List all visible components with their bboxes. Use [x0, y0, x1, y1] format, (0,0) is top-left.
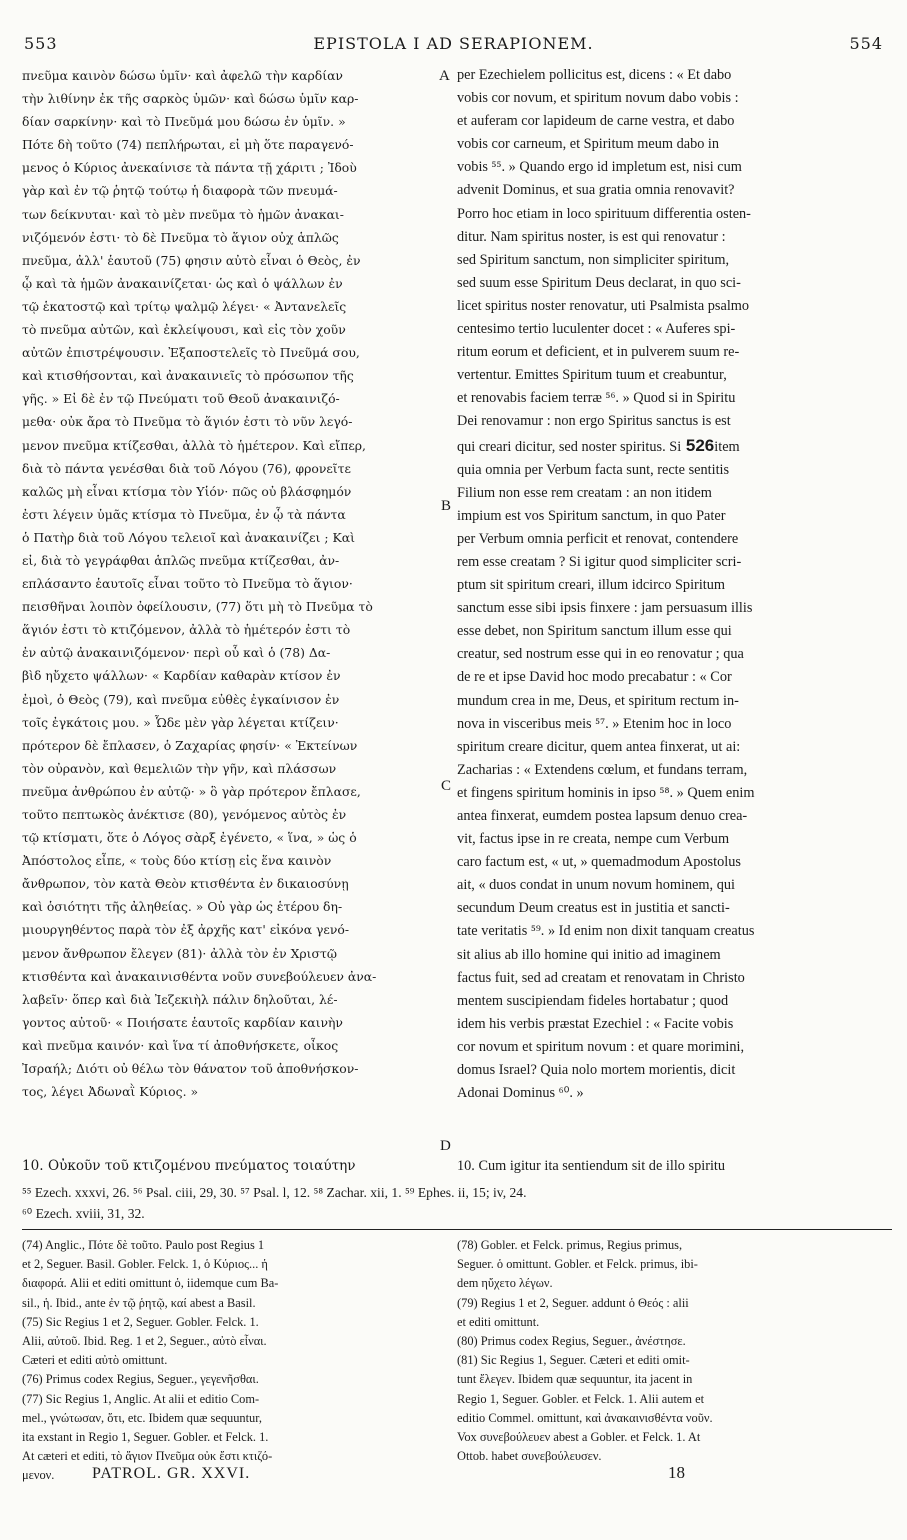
footnote-line: (74) Anglic., Πότε δὲ τοῦτο. Paulo post Regius 1 — [22, 1238, 265, 1252]
greek-text-line: πνεῦμα ἀνθρώπου ἐν αὐτῷ· » ὃ γὰρ πρότερον ἔπλασε, — [22, 783, 361, 799]
greek-text-line: γῆς. » Εἰ δὲ ἐν τῷ Πνεύματι τοῦ Θεοῦ ἀνακαινιζό- — [22, 391, 340, 407]
latin-text-line: secundum Deum creatus est in justitia et sancti- — [457, 900, 730, 917]
footnote-line: μενον. — [22, 1468, 55, 1483]
page-number-left: 553 — [24, 34, 58, 53]
greek-text-line: αὐτῶν ἐπιστρέψουσιν. Ἐξαποστελεῖς τὸ Πνεῦμά σου, — [22, 345, 360, 361]
greek-text-line: τὸ πνεῦμα αὐτῶν, καὶ ἐκλείψουσι, καὶ εἰς τὸν χοῦν — [22, 322, 346, 338]
column-number: 526 — [681, 435, 715, 455]
latin-text-line: ritum eorum et deficient, et in pulverem suum re- — [457, 344, 740, 361]
latin-text-line: et auferam cor lapideum de carne vestra, et dabo — [457, 113, 735, 130]
greek-text-line: ἐμοὶ, ὁ Θεὸς (79), καὶ πνεῦμα εὐθὲς ἐγκαίνισον ἐν — [22, 691, 340, 707]
latin-text-line: factus fuit, sed ad creatam et renovatam in Christo — [457, 969, 745, 986]
latin-column — [457, 64, 887, 1105]
latin-text-line: cor novum et spiritum novum : et quare morimini, — [457, 1038, 745, 1055]
scripture-references — [22, 1182, 892, 1224]
footnote-line: ita exstant in Regio 1, Seguer. Gobler. et Felck. 1. — [22, 1430, 269, 1445]
greek-text-line: πνεῦμα, ἀλλ' ἑαυτοῦ (75) φησιν αὐτὸ εἶναι ὁ Θεὸς, ἐν — [22, 252, 361, 268]
greek-text-line: γοντος αὐτοῦ· « Ποιήσατε ἑαυτοῖς καρδίαν καινὴν — [22, 1014, 343, 1030]
latin-text-line: sed Spiritum sanctum, non simpliciter spiritum, — [457, 251, 730, 268]
latin-text-line: creatur, sed nostrum esse qui in eo renovatur ; qua — [457, 646, 744, 663]
greek-text-line: πνεῦμα καινὸν δώσω ὑμῖν· καὶ ἀφελῶ τὴν καρδίαν — [22, 68, 343, 83]
greek-text-line: τος, λέγει Ἀδωναῒ Κύριος. » — [22, 1084, 199, 1100]
footnote-line: sil., ἡ. Ibid., ante ἐν τῷ ῥητῷ, καί abest a Basil. — [22, 1295, 256, 1310]
latin-text-line: vit, factus ipse in re creata, nempe cum Verbum — [457, 831, 730, 848]
latin-text-line: Adonai Dominus ⁶⁰. » — [457, 1085, 584, 1102]
greek-text-line: ὁ Πατὴρ διὰ τοῦ Λόγου τελειοῖ καὶ ἀνακαινίζει ; Καὶ — [22, 529, 355, 545]
margin-letter-d: D — [440, 1138, 451, 1154]
latin-text-line: antea finxerat, eumdem postea lapsum denuo crea- — [457, 808, 748, 824]
latin-text-line: sit alius ab illo homine qui initio ad imaginem — [457, 946, 721, 963]
greek-text-line: γὰρ καὶ ἐν τῷ ῥητῷ τούτῳ ἡ διαφορὰ τῶν πνευμά- — [22, 183, 338, 199]
page-number-right: 554 — [849, 34, 883, 53]
greek-text-line: ἄνθρωπον, τὸν κατὰ Θεὸν κτισθέντα ἐν δικαιοσύνῃ — [22, 876, 349, 892]
latin-text-line: licet spiritus noster renovatur, uti Psalmista psalmo — [457, 297, 750, 314]
greek-text-line: δίαν σαρκίνην· καὶ τὸ Πνεῦμά μου δώσω ἐν ὑμῖν. » — [22, 114, 346, 130]
greek-text-line: μενον πνεῦμα κτίζεσθαι, ἀλλὰ τὸ ἡμέτερον. Καὶ εἴπερ, — [22, 437, 366, 453]
latin-text-line: esse debet, non Spiritum sanctum illum esse qui — [457, 623, 732, 640]
section-heading-greek: 10. Οὐκοῦν τοῦ κτιζομένου πνεύματος τοιαύτην — [22, 1158, 356, 1174]
latin-text-line: nova in visceribus meis ⁵⁷. » Etenim hoc in loco — [457, 715, 732, 732]
greek-text-line: επλάσαντο ἑαυτοῖς εἶναι τοῦτο τὸ Πνεῦμα τὸ ἅγιον· — [22, 576, 353, 592]
latin-text-line: impium est vos Spiritum sanctum, in quo Pater — [457, 507, 726, 524]
footnote-line: At cæteri et editi, τὸ ἅγιον Πνεῦμα οὐκ ἔστι κτιζό- — [22, 1449, 273, 1464]
greek-text-line: τῷ ἑκατοστῷ καὶ τρίτῳ ψαλμῷ λέγει· « Ἀντανελεῖς — [22, 298, 347, 314]
latin-text-line: Filium non esse rem creatam : an non itidem — [457, 484, 712, 501]
latin-text-line: sanctum esse sibi ipsis finxere : jam persuasum illis — [457, 600, 753, 617]
margin-letter-b: B — [441, 498, 452, 514]
footnote-line: διαφορά. Alii et editi omittunt ὁ, iidemque cum Ba- — [22, 1276, 279, 1291]
running-title: EPISTOLA I AD SERAPIONEM. — [313, 34, 594, 53]
footnote-line: Seguer. ὁ omittunt. Gobler. et Felck. primus, ibi- — [457, 1257, 698, 1272]
latin-text-line: per Verbum omnia perficit et renovat, contendere — [457, 530, 739, 547]
greek-text-line: καὶ πνεῦμα καινόν· καὶ ἵνα τί ἀποθνήσκετε, οἶκος — [22, 1037, 339, 1053]
footnote-line: (81) Sic Regius 1, Seguer. Cæteri et editi omit- — [457, 1353, 690, 1368]
latin-text-line: et fingens spiritum hominis in ipso ⁵⁸. » Quem enim — [457, 784, 755, 801]
greek-text-line: ἐν αὐτῷ ἀνακαινιζόμενον· περὶ οὗ καὶ ὁ (78) Δα- — [22, 645, 331, 661]
footnote-line: editio Commel. omittunt, καὶ ἀνακαινισθέντα νοῦν. — [457, 1410, 713, 1425]
footnote-line: (79) Regius 1 et 2, Seguer. addunt ὁ Θεός : alii — [457, 1295, 689, 1310]
latin-text-line: idem his verbis præstat Ezechiel : « Facite vobis — [457, 1015, 734, 1032]
latin-text-line: vobis cor novum, et spiritum novum dabo vobis : — [457, 90, 739, 107]
greek-text-line: νιζόμενόν ἐστι· τὸ δὲ Πνεῦμα τὸ ἅγιον οὐχ ἁπλῶς — [22, 229, 339, 245]
page-header — [24, 34, 883, 58]
latin-text-line: per Ezechielem pollicitus est, dicens : « Et dabo — [457, 67, 732, 83]
footnote-line: dem ηὔχετο λέγων. — [457, 1276, 553, 1291]
greek-text-line: πρότερον δὲ ἔπλασεν, ὁ Ζαχαρίας φησίν· « Ἐκτείνων — [22, 737, 358, 753]
greek-text-line: μιουργηθέντος παρὰ τὸν ἐξ ἀρχῆς κατ' εἰκόνα γενό- — [22, 922, 350, 938]
latin-text-line: mentem suscipiendam fideles hortabatur ; quod — [457, 992, 729, 1009]
greek-text-line: τῷ κτίσματι, ὅτε ὁ Λόγος σὰρξ ἐγένετο, « ἵνα, » ὡς ὁ — [22, 830, 357, 846]
footnote-line: et 2, Seguer. Basil. Gobler. Felck. 1, ὁ Κύριος... ἡ — [22, 1257, 268, 1272]
footnote-line: Regio 1, Seguer. Gobler. et Felck. 1. Alii autem et — [457, 1391, 705, 1406]
footer-series: PATROL. GR. XXVI. — [92, 1465, 251, 1482]
latin-text-line: et renovabis faciem terræ ⁵⁶. » Quod si in Spiritu — [457, 390, 736, 407]
latin-text-line: spiritum creare dicitur, quem antea finxerat, ut ai: — [457, 738, 741, 755]
greek-text-line: τοῖς ἐγκάτοις μου. » Ὧδε μὲν γὰρ λέγεται κτίζειν· — [22, 714, 339, 730]
margin-letter-c: C — [441, 778, 452, 794]
reference-line: ⁵⁵ Ezech. xxxvi, 26. ⁵⁶ Psal. ciii, 29, 30. ⁵⁷ Psal. l, 12. ⁵⁸ Zachar. xii, 1. ⁵⁹ Ephes. ii, 15; iv, 24. — [22, 1185, 527, 1200]
latin-text-line: sed suum esse Spiritum Deus declarat, in quo sci- — [457, 274, 741, 291]
latin-text-line: qui creari dicitur, sed noster spiritus. Si 526item — [457, 435, 740, 455]
greek-text-line: εἰ, διὰ τὸ γεγράφθαι ἁπλῶς πνεῦμα κτίζεσθαι, ἀν- — [22, 552, 340, 568]
greek-text-line: κτισθέντα καὶ ἀνακαινισθέντα νοῦν συνεβούλευεν ἀνα- — [22, 968, 377, 984]
latin-text-line: mundum crea in me, Deus, et spiritum rectum in- — [457, 692, 739, 709]
footnote-line: Alii, αὐτοῦ. Ibid. Reg. 1 et 2, Seguer., αὐτὸ εἶναι. — [22, 1334, 267, 1349]
greek-text-line: πεισθῆναι λοιπὸν ὀφείλουσιν, (77) ὅτι μὴ τὸ Πνεῦμα τὸ — [22, 599, 373, 615]
footnote-line: et editi omittunt. — [457, 1314, 540, 1329]
footnote-line: Cæteri et editi αὐτὸ omittunt. — [22, 1353, 168, 1368]
greek-text-line: καὶ κτισθήσονται, καὶ ἀνακαινιεῖς τὸ πρόσωπον τῆς — [22, 368, 354, 384]
footnote-line: Ottob. habet συνεβούλευσεν. — [457, 1449, 602, 1464]
latin-text-line: domus Israel? Quia nolo mortem morientis, dicit — [457, 1062, 736, 1079]
greek-text-line: Ἰσραήλ; Διότι οὐ θέλω τὸν θάνατον τοῦ ἀποθνήσκον- — [22, 1061, 359, 1077]
footnote-line: (76) Primus codex Regius, Seguer., γεγενῆσθαι. — [22, 1372, 259, 1387]
latin-text-line: Zacharias : « Extendens cœlum, et fundans terram, — [457, 761, 748, 778]
greek-text-line: βὶδ ηὔχετο ψάλλων· « Καρδίαν καθαρὰν κτίσον ἐν — [22, 668, 341, 684]
greek-column — [22, 64, 437, 1103]
footnotes-left — [22, 1236, 437, 1486]
latin-text-line: caro factum est, « ut, » quemadmodum Apostolus — [457, 854, 741, 871]
greek-text-line: τὴν λιθίνην ἐκ τῆς σαρκὸς ὑμῶν· καὶ δώσω ὑμῖν καρ- — [22, 91, 359, 107]
greek-text-line: μεθα· οὐκ ἄρα τὸ Πνεῦμα τὸ ἅγιόν ἐστι τὸ νῦν λεγό- — [22, 414, 353, 430]
latin-text-line: vobis ⁵⁵. » Quando ergo id impletum est, nisi cum — [457, 159, 742, 176]
greek-text-line: Πότε δὴ τοῦτο (74) πεπλήρωται, εἰ μὴ ὅτε παραγενό- — [22, 137, 354, 153]
footnote-line: Vox συνεβούλευεν abest a Gobler. et Felck. 1. At — [457, 1430, 701, 1445]
footnote-line: mel., γνώτωσαν, ὅτι, etc. Ibidem quæ sequuntur, — [22, 1410, 262, 1425]
latin-text-line: vobis cor carneum, et Spiritum meum dabo in — [457, 136, 720, 153]
footnote-line: (78) Gobler. et Felck. primus, Regius primus, — [457, 1238, 683, 1252]
greek-text-line: μενον ἄνθρωπον ἔλεγεν (81)· ἀλλὰ τὸν ἐν Χριστῷ — [22, 945, 337, 961]
greek-text-line: καὶ ὁσιότητι τῆς ἀληθείας. » Οὐ γὰρ ὡς ἑτέρου δη- — [22, 899, 343, 915]
footer-signature: 18 — [668, 1463, 685, 1482]
greek-text-line: τοῦτο πεπτωκὸς ἀνέκτισε (80), γενόμενος αὐτὸς ἐν — [22, 807, 347, 822]
latin-text-line: ptum sit spiritum creari, illum idcirco Spiritum — [457, 577, 726, 594]
footnotes-right — [457, 1236, 887, 1466]
latin-part-b — [457, 459, 887, 1106]
latin-text-line: rem esse creatam ? Si igitur quod simpliciter scri- — [457, 553, 742, 570]
greek-text-line: των δείκνυται· καὶ τὸ μὲν πνεῦμα τὸ ἡμῶν ἀνακαι- — [22, 206, 344, 222]
greek-text-line: τὸν οὐρανὸν, καὶ θεμελιῶν τὴν γῆν, καὶ πλάσσων — [22, 760, 337, 776]
greek-text-line: μενος ὁ Κύριος ἀνεκαίνισε τὰ πάντα τῇ χάριτι ; Ἰδοὺ — [22, 160, 357, 176]
latin-text-line: quia omnia per Verbum facta sunt, recte sentitis — [457, 461, 730, 478]
latin-text-line: ditur. Nam spiritus noster, is est qui renovatur : — [457, 228, 726, 245]
footnote-line: (80) Primus codex Regius, Seguer., ἀνέστησε. — [457, 1334, 686, 1349]
section-heading-latin: 10. Cum igitur ita sentiendum sit de illo spiritu — [457, 1158, 726, 1174]
latin-text-line: advenit Dominus, et sua gratia omnia renovavit? — [457, 182, 735, 199]
latin-text-fragment: item — [714, 438, 740, 455]
footnote-line: (75) Sic Regius 1 et 2, Seguer. Gobler. Felck. 1. — [22, 1314, 259, 1329]
margin-letter-a: A — [439, 68, 450, 84]
latin-text-line: tate veritatis ⁵⁹. » Id enim non dixit tanquam creatus — [457, 923, 755, 940]
footnote-divider — [22, 1229, 892, 1230]
latin-text-line: vertentur. Emittes Spiritum tuum et creabuntur, — [457, 367, 727, 384]
latin-text-line: ait, « duos condat in unum novum hominem, qui — [457, 877, 735, 894]
greek-text-line: καλῶς μὴ εἶναι κτίσμα τὸν Υἱόν· πῶς οὐ βλάσφημόν — [22, 483, 352, 499]
greek-text-line: ᾧ καὶ τὰ ἡμῶν ἀνακαινίζεται· ὡς καὶ ὁ ψάλλων ἐν — [22, 275, 343, 291]
latin-text-line: centesimo tertio luculenter docet : « Auferes spi- — [457, 321, 736, 338]
latin-text-line: Porro hoc etiam in loco spirituum differentia osten- — [457, 205, 751, 222]
greek-text-line: διὰ τὸ πάντα γενέσθαι διὰ τοῦ Λόγου (76), φρονεῖτε — [22, 460, 351, 476]
greek-text-line: ἅγιόν ἐστι τὸ κτιζόμενον, ἀλλὰ τὸ ἡμέτερόν ἐστι τὸ — [22, 622, 351, 638]
latin-text-line: Dei renovamur : non ergo Spiritus sanctus is est — [457, 413, 731, 430]
latin-part-a — [457, 64, 887, 459]
footnote-line: (77) Sic Regius 1, Anglic. At alii et editio Com- — [22, 1391, 260, 1406]
footnote-line: tunt ἔλεγεν. Ibidem quæ sequuntur, ita jacent in — [457, 1372, 693, 1387]
greek-text-line: λαβεῖν· ὅπερ καὶ διὰ Ἰεζεκιὴλ πάλιν δηλοῦται, λέ- — [22, 991, 338, 1007]
latin-text-line: de re et ipse David hoc modo precabatur : « Cor — [457, 669, 732, 686]
greek-text-line: ἐστι λέγειν ὑμᾶς κτίσμα τὸ Πνεῦμα, ἐν ᾧ τὰ πάντα — [22, 506, 346, 522]
reference-line: ⁶⁰ Ezech. xviii, 31, 32. — [22, 1206, 145, 1221]
greek-text-line: Ἀπόστολος εἶπε, « τοὺς δύο κτίσῃ εἰς ἕνα καινὸν — [22, 853, 332, 869]
